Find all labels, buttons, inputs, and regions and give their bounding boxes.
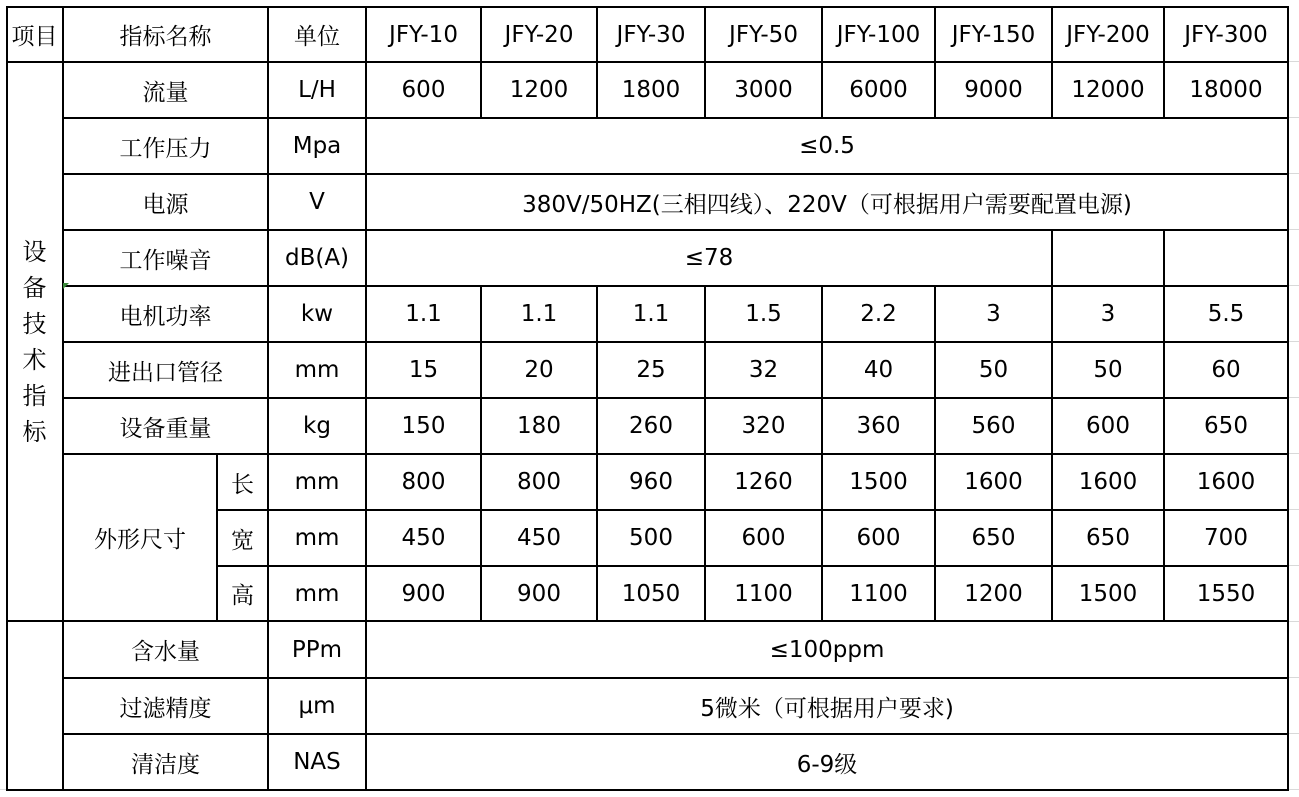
grid-line (1051, 229, 1053, 622)
gridline (1288, 229, 1299, 230)
merged-value-cell: 5微米（可根据用户要求) (700, 695, 954, 722)
value-cell: 1600 (1078, 469, 1138, 495)
row-name: 工作压力 (119, 135, 212, 162)
value-cell: 900 (401, 580, 446, 607)
value-cell: 1550 (1196, 580, 1256, 607)
gridline (1288, 173, 1299, 174)
grid-line (63, 397, 1289, 399)
grid-line (63, 733, 1289, 735)
gridline (1288, 733, 1299, 734)
gridline (1288, 621, 1299, 622)
value-cell: 1200 (509, 77, 569, 103)
row-name: 过滤精度 (119, 695, 212, 722)
grid-line (704, 6, 706, 119)
dimension-sub-label: 宽 (231, 527, 254, 554)
header-model: JFY-150 (951, 21, 1036, 48)
value-cell: 600 (741, 525, 786, 551)
value-cell: 50 (1093, 357, 1123, 383)
header-model: JFY-30 (616, 21, 686, 48)
value-cell: 15 (408, 357, 439, 383)
cell-comment-marker (63, 283, 69, 289)
value-cell: 12000 (1071, 77, 1145, 103)
group-label-char: 指 (22, 381, 47, 410)
grid-line (704, 285, 706, 622)
grid-line (1163, 229, 1165, 622)
value-cell: 9000 (964, 77, 1023, 103)
header-model: JFY-200 (1066, 21, 1150, 48)
value-cell: 600 (856, 525, 901, 551)
value-cell: 1.1 (405, 301, 442, 327)
grid-line (6, 61, 1289, 63)
header-item: 项目 (11, 24, 58, 50)
value-cell: 800 (401, 469, 446, 495)
header-model: JFY-20 (504, 21, 574, 48)
row-name: 外形尺寸 (94, 527, 186, 553)
value-cell: 1050 (621, 580, 681, 607)
value-cell: 500 (629, 525, 673, 551)
header-unit: 单位 (294, 24, 340, 50)
row-name: 工作噪音 (119, 247, 212, 274)
value-cell: 650 (971, 525, 1016, 551)
grid-line (596, 6, 598, 119)
value-cell: 5.5 (1207, 301, 1245, 327)
row-name: 电源 (142, 191, 189, 218)
value-cell: 560 (971, 413, 1016, 439)
grid-line (62, 6, 64, 791)
value-cell: 40 (863, 357, 894, 383)
value-cell: 1260 (734, 469, 793, 495)
grid-line (217, 509, 1289, 511)
value-cell: 32 (748, 357, 779, 383)
value-cell: 600 (1086, 413, 1130, 439)
header-name: 指标名称 (119, 24, 212, 50)
value-cell: 25 (636, 357, 666, 383)
grid-line (6, 789, 1289, 791)
value-cell: 1.1 (520, 301, 558, 327)
grid-line (63, 285, 1289, 287)
value-cell: 1500 (1078, 580, 1138, 607)
row-unit: L/H (298, 77, 336, 103)
group-label-char: 备 (22, 273, 47, 302)
grid-line (63, 341, 1289, 343)
grid-line (480, 285, 482, 622)
grid-line (1051, 6, 1053, 119)
gridline (1288, 285, 1299, 286)
value-cell: 1.5 (745, 301, 782, 327)
row-unit: kg (303, 413, 331, 439)
grid-line (63, 453, 1289, 455)
gridline (1288, 61, 1299, 62)
grid-line (63, 117, 1289, 119)
grid-line (6, 6, 8, 791)
group-label (6, 62, 63, 621)
header-model: JFY-50 (729, 21, 798, 48)
grid-line (821, 6, 823, 119)
grid-line (821, 285, 823, 622)
row-unit: Mpa (292, 133, 342, 159)
row-unit: μm (298, 693, 336, 719)
value-cell: 960 (629, 469, 673, 495)
gridline (1288, 565, 1299, 566)
value-cell: 2.2 (860, 301, 897, 327)
value-cell: 650 (1086, 525, 1130, 551)
group-label-char: 设 (22, 237, 47, 266)
gridline (1288, 341, 1299, 342)
value-cell: 800 (517, 469, 561, 495)
row-name: 含水量 (131, 639, 200, 665)
row-unit: NAS (293, 749, 341, 775)
row-unit: mm (294, 525, 340, 551)
row-unit: mm (294, 357, 340, 383)
value-cell: 1800 (621, 77, 681, 103)
row-unit: kw (300, 301, 334, 327)
grid-line (216, 453, 218, 622)
value-cell: 3 (986, 301, 1001, 327)
grid-line (63, 677, 1289, 679)
value-cell: 20 (524, 357, 554, 383)
value-cell: 1100 (849, 580, 908, 607)
value-cell: 1600 (964, 469, 1023, 495)
grid-line (267, 6, 269, 791)
value-cell: 1500 (849, 469, 908, 495)
row-name: 清洁度 (131, 751, 200, 778)
value-cell: 700 (1204, 525, 1248, 551)
value-cell: 260 (629, 413, 673, 439)
gridline (1288, 117, 1299, 118)
value-cell: 180 (517, 413, 561, 439)
value-cell: 1100 (734, 580, 793, 607)
row-unit: PPm (291, 636, 343, 663)
grid-line (6, 6, 1289, 8)
gridline (1288, 677, 1299, 678)
merged-value-cell: 380V/50HZ(三相四线）、220V（可根据用户需要配置电源) (522, 191, 1132, 218)
value-cell: 450 (401, 525, 446, 551)
group-label-char: 术 (22, 345, 47, 374)
row-name: 电机功率 (119, 303, 212, 330)
value-cell: 150 (401, 413, 446, 439)
gridline (1288, 397, 1299, 398)
value-cell: 1.1 (632, 301, 670, 327)
group-label-char: 技 (22, 309, 47, 338)
merged-value-cell: ≤100ppm (769, 636, 885, 663)
value-cell: 320 (741, 413, 786, 439)
value-cell: 360 (856, 413, 901, 439)
gridline (1288, 509, 1299, 510)
grid-line (63, 229, 1289, 231)
value-cell: 600 (401, 77, 446, 103)
row-name: 设备重量 (119, 415, 212, 442)
dimension-sub-label: 长 (231, 471, 254, 498)
value-cell: 450 (517, 525, 561, 551)
header-model: JFY-300 (1184, 21, 1268, 48)
row-name: 流量 (142, 79, 189, 106)
grid-line (934, 285, 936, 622)
grid-line (63, 173, 1289, 175)
value-cell: 18000 (1189, 77, 1263, 103)
grid-line (934, 6, 936, 119)
row-unit: mm (294, 469, 340, 495)
grid-line (480, 6, 482, 63)
value-cell: 3000 (734, 77, 793, 103)
row-name: 进出口管径 (108, 359, 223, 386)
value-cell: 1200 (964, 580, 1023, 607)
grid-line (365, 6, 367, 791)
value-cell: 650 (1204, 413, 1248, 439)
grid-line (1287, 6, 1289, 791)
header-model: JFY-10 (389, 21, 458, 48)
gridline (1288, 453, 1299, 454)
grid-line (596, 285, 598, 622)
value-cell: 900 (517, 580, 561, 607)
row-unit: V (309, 189, 325, 215)
header-model: JFY-100 (836, 21, 921, 48)
group-label-char: 标 (22, 417, 47, 446)
value-cell: 50 (978, 357, 1009, 383)
merged-value-cell: ≤78 (684, 245, 734, 271)
merged-value-cell: 6-9级 (796, 751, 858, 778)
row-unit: mm (294, 580, 340, 607)
grid-line (480, 61, 482, 119)
grid-line (6, 620, 1289, 622)
grid-line (1163, 6, 1165, 119)
grid-line (217, 565, 1289, 567)
value-cell: 1600 (1196, 469, 1256, 495)
row-unit: dB(A) (284, 245, 350, 271)
value-cell: 3 (1100, 301, 1116, 327)
value-cell: 6000 (849, 77, 908, 103)
value-cell: 60 (1211, 357, 1241, 383)
merged-value-cell: ≤0.5 (799, 133, 855, 159)
dimension-sub-label: 高 (231, 583, 254, 609)
